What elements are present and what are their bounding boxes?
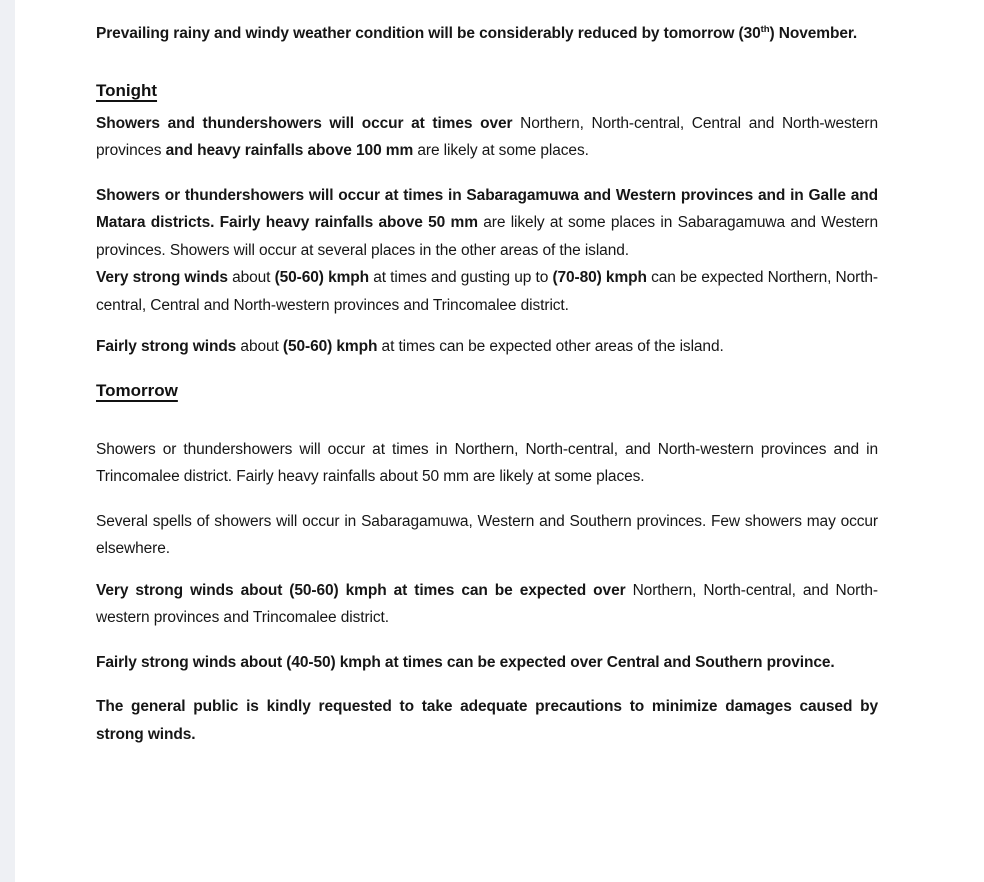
bold-text: ) November. bbox=[769, 25, 858, 42]
document-content bbox=[15, 0, 984, 748]
paragraph bbox=[96, 577, 878, 632]
body-text: at times and gusting up to bbox=[373, 269, 553, 286]
bold-text: Very strong winds bbox=[96, 269, 233, 286]
body-text: Several spells of showers will occur in Sabaragamuwa, Western and Southern provinces. Few showers may occur elsewhere. bbox=[96, 512, 878, 557]
section-heading: Tomorrow bbox=[96, 380, 178, 400]
bold-text: (50-60) kmph bbox=[274, 269, 374, 286]
bold-text: Fairly strong winds bbox=[96, 338, 241, 355]
paragraph bbox=[96, 693, 878, 748]
body-text: are likely at some places in Sabaragamuwa and Western provinces. Showers will occur at several places in the other areas of the island. bbox=[96, 214, 878, 259]
bold-text: Showers or thundershowers will occur at times in Sabaragamuwa and Western provinces and in Galle and Matara districts. Fairly heavy rainfalls above 50 mm bbox=[96, 186, 878, 231]
paragraph bbox=[96, 333, 878, 361]
paragraph bbox=[96, 110, 878, 165]
document-page bbox=[15, 0, 984, 882]
viewer-gutter bbox=[0, 0, 15, 882]
body-text: Showers or thundershowers will occur at times in Northern, North-central, and North-western provinces and in Trincomalee district. Fairly heavy rainfalls about 50 mm are likely at some places. bbox=[96, 440, 878, 485]
bold-text: The general public is kindly requested to take adequate precautions to minimize damages caused by strong winds. bbox=[96, 698, 878, 743]
bold-text: Showers and thundershowers will occur at times over bbox=[96, 114, 521, 132]
body-text: Northern, North-central, and North-western provinces and Trincomalee district. bbox=[96, 581, 878, 626]
body-text: Northern, North-central, Central and North-western provinces bbox=[96, 114, 878, 159]
paragraph bbox=[96, 436, 878, 491]
body-text: about bbox=[240, 338, 283, 355]
paragraph bbox=[96, 508, 878, 563]
body-text: about bbox=[232, 269, 275, 286]
bold-text: Prevailing rainy and windy weather condition will be considerably reduced by tomorrow (30 bbox=[96, 25, 761, 42]
section-heading: Tonight bbox=[96, 80, 158, 100]
body-text: at times can be expected other areas of the island. bbox=[381, 338, 724, 355]
bold-text: (50-60) kmph bbox=[282, 338, 382, 355]
bold-text: Very strong winds about (50-60) kmph at times can be expected over bbox=[96, 581, 633, 599]
paragraph bbox=[96, 182, 878, 265]
bold-text: th bbox=[760, 23, 770, 35]
body-text: can be expected Northern, North-central, Central and North-western provinces and Trincomalee district. bbox=[96, 269, 878, 314]
body-text: are likely at some places. bbox=[417, 142, 589, 159]
bold-text: (70-80) kmph bbox=[552, 269, 652, 286]
bold-text: and heavy rainfalls above 100 mm bbox=[165, 142, 418, 159]
paragraph bbox=[96, 649, 878, 677]
paragraph bbox=[96, 264, 878, 319]
bold-text: Fairly strong winds about (40-50) kmph at times can be expected over Central and Southern province. bbox=[96, 653, 835, 671]
paragraph bbox=[96, 20, 878, 48]
